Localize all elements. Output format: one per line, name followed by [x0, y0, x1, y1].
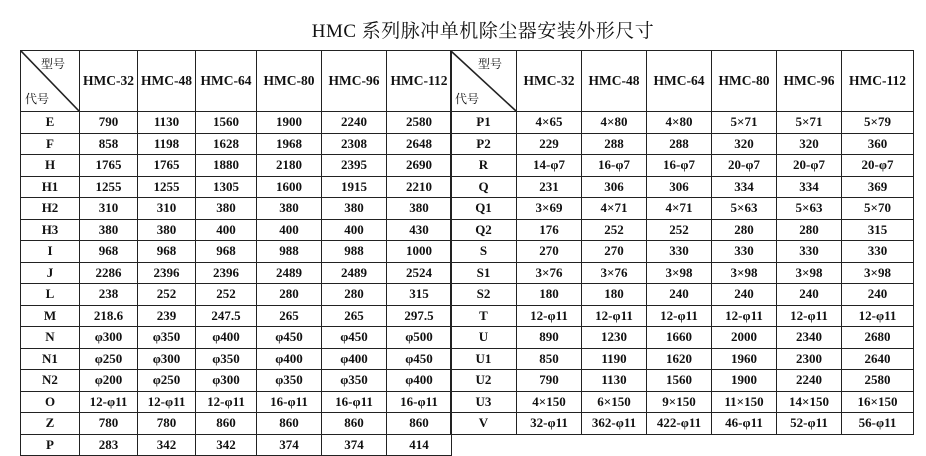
dimension-value: 4×65: [517, 112, 582, 134]
dimension-value: 1620: [647, 348, 712, 370]
dimension-value: 238: [80, 284, 138, 306]
dimension-value: 288: [647, 133, 712, 155]
dimension-value: 9×150: [647, 391, 712, 413]
dimension-code: O: [21, 391, 80, 413]
dimension-value: 16×150: [842, 391, 914, 413]
dimension-value: φ200: [80, 370, 138, 392]
dimension-value: 780: [138, 413, 196, 435]
dimension-value: 1305: [196, 176, 257, 198]
dimension-value: 4×80: [647, 112, 712, 134]
dimension-value: 14×150: [777, 391, 842, 413]
dimension-value: 2240: [322, 112, 387, 134]
model-column-header: HMC-32: [517, 51, 582, 112]
dimension-value: 2308: [322, 133, 387, 155]
dimension-value: 240: [647, 284, 712, 306]
dimension-value: 860: [322, 413, 387, 435]
dimension-code: N2: [21, 370, 80, 392]
dimension-value: 1968: [257, 133, 322, 155]
dimension-code: H1: [21, 176, 80, 198]
dimension-value: 320: [777, 133, 842, 155]
table-row: [21, 284, 452, 306]
dimension-value: 280: [712, 219, 777, 241]
dimension-value: 890: [517, 327, 582, 349]
dimension-value: 283: [80, 434, 138, 456]
dimension-value: 1198: [138, 133, 196, 155]
dimension-value: 20-φ7: [842, 155, 914, 177]
dimension-value: 334: [777, 176, 842, 198]
dimension-value: 330: [842, 241, 914, 263]
table-row: [451, 133, 914, 155]
dimension-value: φ450: [387, 348, 452, 370]
dimension-value: 306: [582, 176, 647, 198]
dimension-value: 320: [712, 133, 777, 155]
dimension-value: 310: [138, 198, 196, 220]
model-label: 型号: [40, 57, 65, 71]
table-row: [21, 413, 452, 435]
dimension-value: 16-φ11: [322, 391, 387, 413]
dimension-value: 240: [712, 284, 777, 306]
dimension-value: 12-φ11: [196, 391, 257, 413]
dimension-code: N: [21, 327, 80, 349]
dimension-value: 380: [80, 219, 138, 241]
dimension-value: 422-φ11: [647, 413, 712, 435]
dimension-value: 968: [138, 241, 196, 263]
dimension-value: 988: [322, 241, 387, 263]
table-row: [21, 434, 452, 456]
table-row: [21, 262, 452, 284]
model-column-header: HMC-64: [196, 51, 257, 112]
model-column-header: HMC-96: [322, 51, 387, 112]
table-row: [21, 133, 452, 155]
table-row: [451, 305, 914, 327]
dimension-value: 5×70: [842, 198, 914, 220]
dimension-value: 239: [138, 305, 196, 327]
table-row: [451, 219, 914, 241]
dimension-value: 5×79: [842, 112, 914, 134]
dimension-value: 1915: [322, 176, 387, 198]
dimension-code: E: [21, 112, 80, 134]
dimension-value: 46-φ11: [712, 413, 777, 435]
dimension-value: 1880: [196, 155, 257, 177]
dimension-value: 3×76: [517, 262, 582, 284]
dimension-value: 2396: [138, 262, 196, 284]
dimension-value: 252: [196, 284, 257, 306]
header-row: [451, 51, 914, 112]
dimension-value: 2300: [777, 348, 842, 370]
dimension-value: 12-φ11: [647, 305, 712, 327]
dimension-value: 20-φ7: [777, 155, 842, 177]
dimension-value: 16-φ11: [257, 391, 322, 413]
table-row: [451, 176, 914, 198]
dimension-code: Q: [451, 176, 517, 198]
dimension-value: 790: [517, 370, 582, 392]
dimension-code: N1: [21, 348, 80, 370]
dimension-value: 362-φ11: [582, 413, 647, 435]
dimension-value: φ450: [322, 327, 387, 349]
dimension-value: 270: [517, 241, 582, 263]
table-row: [21, 176, 452, 198]
dimension-value: 3×76: [582, 262, 647, 284]
dimension-value: 1000: [387, 241, 452, 263]
dimension-value: 12-φ11: [517, 305, 582, 327]
dimension-code: H3: [21, 219, 80, 241]
dimension-code: Z: [21, 413, 80, 435]
dimension-value: 4×71: [582, 198, 647, 220]
table-row: [451, 327, 914, 349]
dimension-code: S: [451, 241, 517, 263]
dimension-value: 252: [138, 284, 196, 306]
dimension-value: 2396: [196, 262, 257, 284]
dimension-value: 342: [138, 434, 196, 456]
dimension-value: 380: [257, 198, 322, 220]
model-column-header: HMC-80: [712, 51, 777, 112]
dimension-value: φ350: [322, 370, 387, 392]
diagonal-header-cell: [21, 51, 80, 112]
dimension-value: 20-φ7: [712, 155, 777, 177]
document-title: HMC 系列脉冲单机除尘器安装外形尺寸: [311, 21, 655, 42]
dimension-value: 288: [582, 133, 647, 155]
table-row: [451, 348, 914, 370]
dimension-value: 850: [517, 348, 582, 370]
dimension-value: 5×71: [712, 112, 777, 134]
dimension-code: U: [451, 327, 517, 349]
dimension-value: 240: [842, 284, 914, 306]
dimension-value: 1190: [582, 348, 647, 370]
dimension-value: 12-φ11: [582, 305, 647, 327]
dimension-value: φ400: [387, 370, 452, 392]
model-column-header: HMC-48: [582, 51, 647, 112]
table-row: [21, 370, 452, 392]
dimension-value: 270: [582, 241, 647, 263]
dimension-value: 297.5: [387, 305, 452, 327]
model-label: 型号: [477, 57, 502, 71]
dimension-value: 280: [257, 284, 322, 306]
dimension-value: 12-φ11: [777, 305, 842, 327]
dimension-value: 16-φ11: [387, 391, 452, 413]
dimension-value: 400: [322, 219, 387, 241]
dimension-value: 231: [517, 176, 582, 198]
dimension-value: φ400: [322, 348, 387, 370]
dimension-value: 12-φ11: [80, 391, 138, 413]
dimension-value: 1628: [196, 133, 257, 155]
dimension-value: 310: [80, 198, 138, 220]
table-row: [451, 284, 914, 306]
table-row: [21, 219, 452, 241]
dimension-value: 342: [196, 434, 257, 456]
code-label: 代号: [455, 92, 480, 106]
dimension-value: 1900: [257, 112, 322, 134]
dimension-value: 374: [257, 434, 322, 456]
dimension-value: 400: [196, 219, 257, 241]
dimension-value: 180: [582, 284, 647, 306]
table-row: [21, 391, 452, 413]
diagonal-header-cell: [451, 51, 517, 112]
dimension-value: 247.5: [196, 305, 257, 327]
dimension-code: J: [21, 262, 80, 284]
table-row: [21, 305, 452, 327]
header-row: [21, 51, 452, 112]
dimension-value: 2240: [777, 370, 842, 392]
dimension-value: 2580: [387, 112, 452, 134]
dimension-code: U3: [451, 391, 517, 413]
dimension-value: 2210: [387, 176, 452, 198]
dimension-value: φ250: [80, 348, 138, 370]
dimension-value: 2286: [80, 262, 138, 284]
table-row: [21, 348, 452, 370]
dimension-value: 2580: [842, 370, 914, 392]
dimension-value: 1130: [138, 112, 196, 134]
dimension-value: 430: [387, 219, 452, 241]
dimension-value: 400: [257, 219, 322, 241]
dimension-value: 218.6: [80, 305, 138, 327]
dimension-value: 1600: [257, 176, 322, 198]
dimension-value: 330: [647, 241, 712, 263]
dimension-value: 1255: [138, 176, 196, 198]
dimension-value: 14-φ7: [517, 155, 582, 177]
dimension-value: 12-φ11: [712, 305, 777, 327]
model-column-header: HMC-96: [777, 51, 842, 112]
dimension-value: 280: [777, 219, 842, 241]
dimension-value: φ450: [257, 327, 322, 349]
dimension-value: φ250: [138, 370, 196, 392]
dimension-value: 330: [712, 241, 777, 263]
dimension-value: 4×150: [517, 391, 582, 413]
model-column-header: HMC-112: [387, 51, 452, 112]
dimension-value: 306: [647, 176, 712, 198]
table-row: [451, 198, 914, 220]
dimension-code: S1: [451, 262, 517, 284]
dimension-value: 380: [196, 198, 257, 220]
dimension-code: Q1: [451, 198, 517, 220]
dimension-code: U2: [451, 370, 517, 392]
dimension-value: 176: [517, 219, 582, 241]
dimension-value: φ500: [387, 327, 452, 349]
dimension-value: 265: [257, 305, 322, 327]
dimension-value: 780: [80, 413, 138, 435]
dimension-code: H: [21, 155, 80, 177]
dimension-value: 3×98: [647, 262, 712, 284]
dimensions-table-left: [20, 50, 452, 456]
model-column-header: HMC-64: [647, 51, 712, 112]
dimension-value: 2524: [387, 262, 452, 284]
dimension-value: 2648: [387, 133, 452, 155]
dimension-value: 12-φ11: [842, 305, 914, 327]
dimension-value: 3×98: [777, 262, 842, 284]
table-row: [21, 198, 452, 220]
table-row: [21, 155, 452, 177]
dimension-value: 1255: [80, 176, 138, 198]
dimension-value: 380: [387, 198, 452, 220]
model-column-header: HMC-112: [842, 51, 914, 112]
dimension-value: 265: [322, 305, 387, 327]
dimension-value: 860: [257, 413, 322, 435]
model-column-header: HMC-32: [80, 51, 138, 112]
dimension-value: 2180: [257, 155, 322, 177]
dimension-value: φ350: [138, 327, 196, 349]
dimension-value: 3×69: [517, 198, 582, 220]
dimension-code: M: [21, 305, 80, 327]
dimension-value: 360: [842, 133, 914, 155]
dimension-value: 2489: [257, 262, 322, 284]
dimension-value: 860: [387, 413, 452, 435]
dimension-value: 374: [322, 434, 387, 456]
dimension-code: P1: [451, 112, 517, 134]
dimension-value: 2340: [777, 327, 842, 349]
dimension-value: 2489: [322, 262, 387, 284]
dimension-value: 988: [257, 241, 322, 263]
dimension-value: 2395: [322, 155, 387, 177]
dimension-value: 16-φ7: [582, 155, 647, 177]
dimension-value: 790: [80, 112, 138, 134]
dimension-value: 56-φ11: [842, 413, 914, 435]
dimension-code: R: [451, 155, 517, 177]
dimension-value: 240: [777, 284, 842, 306]
dimension-code: S2: [451, 284, 517, 306]
dimension-value: 2640: [842, 348, 914, 370]
table-row: [21, 327, 452, 349]
dimension-value: 1960: [712, 348, 777, 370]
dimension-value: 3×98: [712, 262, 777, 284]
table-row: [451, 241, 914, 263]
dimension-value: φ300: [80, 327, 138, 349]
dimension-value: 12-φ11: [138, 391, 196, 413]
model-column-header: HMC-80: [257, 51, 322, 112]
dimension-code: H2: [21, 198, 80, 220]
dimension-value: 16-φ7: [647, 155, 712, 177]
dimension-value: 330: [777, 241, 842, 263]
table-row: [451, 112, 914, 134]
dimension-value: φ400: [196, 327, 257, 349]
dimension-value: 369: [842, 176, 914, 198]
dimension-value: 858: [80, 133, 138, 155]
dimension-value: φ300: [138, 348, 196, 370]
dimension-code: V: [451, 413, 517, 435]
dimension-value: 52-φ11: [777, 413, 842, 435]
dimension-value: φ350: [257, 370, 322, 392]
table-row: [451, 391, 914, 413]
dimension-value: φ350: [196, 348, 257, 370]
dimension-value: 2680: [842, 327, 914, 349]
dimension-value: 380: [322, 198, 387, 220]
dimension-value: 1230: [582, 327, 647, 349]
dimension-value: 860: [196, 413, 257, 435]
dimension-value: 380: [138, 219, 196, 241]
dimension-code: Q2: [451, 219, 517, 241]
dimension-value: φ300: [196, 370, 257, 392]
dimension-value: 280: [322, 284, 387, 306]
dimension-value: 1560: [196, 112, 257, 134]
dimension-value: 4×80: [582, 112, 647, 134]
dimension-value: 1765: [138, 155, 196, 177]
dimension-value: φ400: [257, 348, 322, 370]
table-row: [451, 155, 914, 177]
dimension-value: 5×63: [712, 198, 777, 220]
table-row: [451, 370, 914, 392]
dimension-value: 3×98: [842, 262, 914, 284]
dimension-value: 968: [80, 241, 138, 263]
dimension-value: 1560: [647, 370, 712, 392]
dimension-code: T: [451, 305, 517, 327]
dimension-value: 180: [517, 284, 582, 306]
table-row: [21, 112, 452, 134]
dimension-value: 32-φ11: [517, 413, 582, 435]
dimension-code: F: [21, 133, 80, 155]
dimension-value: 968: [196, 241, 257, 263]
dimension-value: 414: [387, 434, 452, 456]
dimension-code: L: [21, 284, 80, 306]
dimension-value: 1660: [647, 327, 712, 349]
dimension-value: 252: [647, 219, 712, 241]
table-row: [21, 241, 452, 263]
dimensions-table-right: [450, 50, 914, 435]
dimension-code: P2: [451, 133, 517, 155]
dimension-value: 11×150: [712, 391, 777, 413]
dimension-value: 2690: [387, 155, 452, 177]
dimension-value: 315: [387, 284, 452, 306]
dimension-value: 6×150: [582, 391, 647, 413]
dimension-value: 315: [842, 219, 914, 241]
dimension-value: 5×63: [777, 198, 842, 220]
dimension-value: 5×71: [777, 112, 842, 134]
code-label: 代号: [25, 92, 50, 106]
dimension-code: P: [21, 434, 80, 456]
table-row: [451, 262, 914, 284]
dimension-value: 1900: [712, 370, 777, 392]
dimension-code: I: [21, 241, 80, 263]
dimension-value: 252: [582, 219, 647, 241]
dimension-value: 1130: [582, 370, 647, 392]
dimension-value: 334: [712, 176, 777, 198]
model-column-header: HMC-48: [138, 51, 196, 112]
dimension-value: 4×71: [647, 198, 712, 220]
dimension-code: U1: [451, 348, 517, 370]
table-row: [451, 413, 914, 435]
dimension-value: 1765: [80, 155, 138, 177]
dimension-value: 229: [517, 133, 582, 155]
dimension-value: 2000: [712, 327, 777, 349]
